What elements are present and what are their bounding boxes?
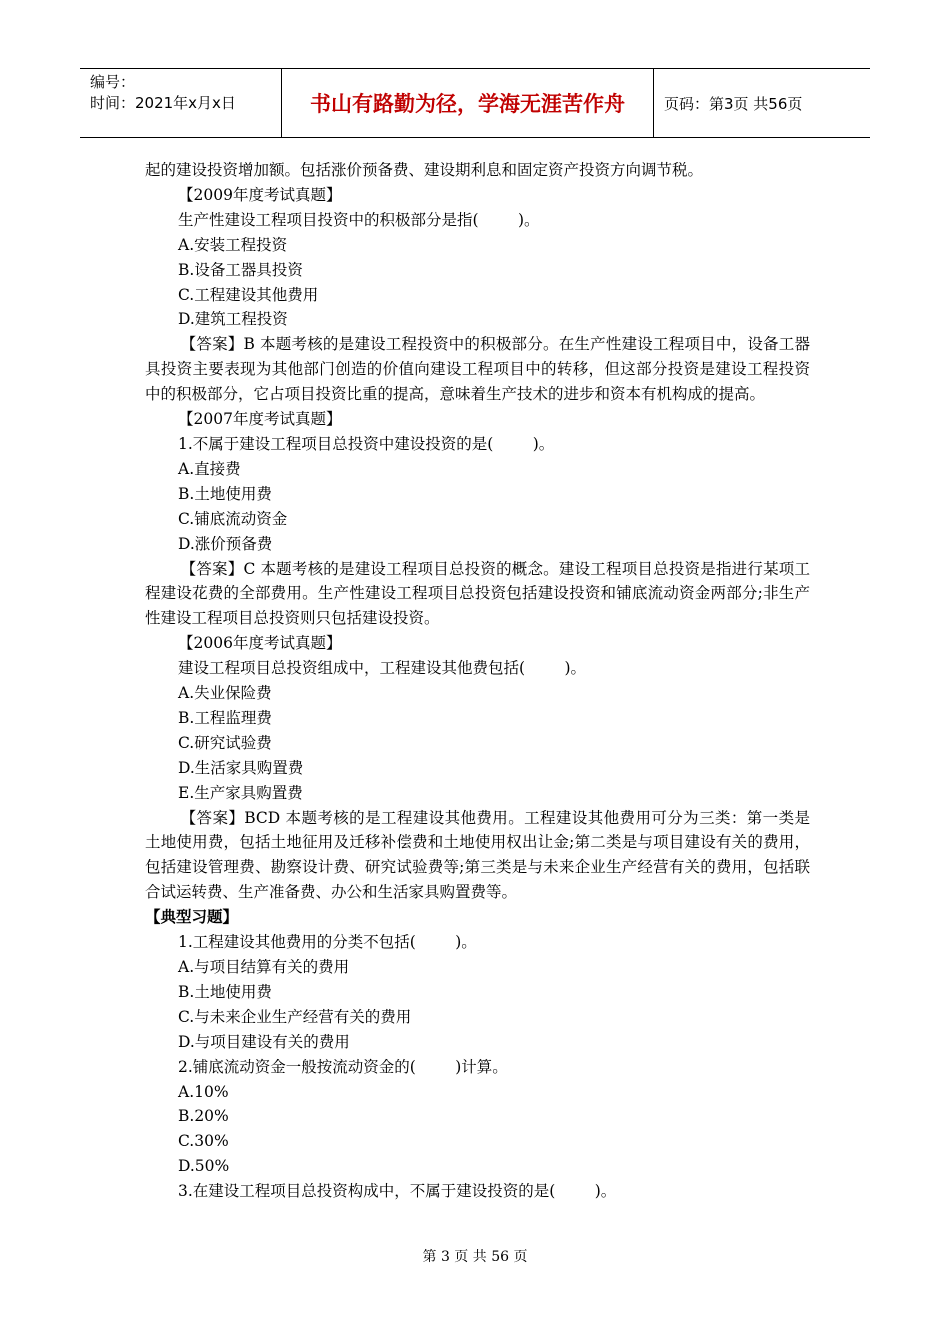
page-footer: 第 3 页 共 56 页 [422,1249,528,1265]
option: D.涨价预备费 [178,534,273,553]
option: D.50% [178,1157,230,1176]
option: D.生活家具购置费 [178,758,304,777]
option: B.设备工器具投资 [178,260,303,279]
option: A.10% [178,1082,229,1101]
question: 生产性建设工程项目投资中的积极部分是指( )。 [178,210,540,229]
question: 建设工程项目总投资组成中，工程建设其他费包括( )。 [178,659,587,678]
option: E.生产家具购置费 [178,783,303,802]
exercise-heading: 【典型习题】 [145,907,239,927]
section-heading: 【2009年度考试真题】 [178,185,342,204]
option: C.30% [178,1132,229,1151]
section-heading: 【2007年度考试真题】 [178,410,342,429]
option: B.工程监理费 [178,708,272,727]
page-header [80,68,870,138]
header-page-info: 页码：第3页 共56页 [664,94,803,113]
text-line: 起的建设投资增加额。包括涨价预备费、建设期利息和固定资产投资方向调节税。 [145,161,704,179]
document-body [145,158,810,1204]
option: C.与未来企业生产经营有关的费用 [178,1007,412,1026]
option: A.直接费 [178,459,241,478]
option: B.土地使用费 [178,484,272,503]
option: D.建筑工程投资 [178,310,288,329]
option: B.20% [178,1107,229,1126]
option: C.工程建设其他费用 [178,285,319,304]
question: 2.铺底流动资金一般按流动资金的( )计算。 [178,1057,508,1076]
number-label: 编号： [90,73,136,91]
question: 1.不属于建设工程项目总投资中建设投资的是( )。 [178,434,555,453]
option: C.研究试验费 [178,733,272,752]
date-label: 时间：2021年x月x日 [90,94,236,112]
question: 1.工程建设其他费用的分类不包括( )。 [178,933,477,952]
header-motto: 书山有路勤为径，学海无涯苦作舟 [282,69,654,137]
option: A.失业保险费 [178,684,272,703]
option: D.与项目建设有关的费用 [178,1032,350,1051]
option: A.与项目结算有关的费用 [178,958,350,976]
option: B.土地使用费 [178,982,272,1001]
section-heading: 【2006年度考试真题】 [178,634,342,653]
answer-paragraph: 【答案】C 本题考核的是建设工程项目总投资的概念。建设工程项目总投资是指进行某项工程建设花费的全部费用。生产性建设工程项目总投资包括建设投资和铺底流动资金两部分;非生产性建设工程项目总投资则只包括建设投资。 [145,559,810,628]
answer-paragraph: 【答案】B 本题考核的是建设工程投资中的积极部分。在生产性建设工程项目中，设备工器具投资主要表现为其他部门创造的价值向建设工程项目中的转移，但这部分投资是建设工程投资中的积极部分，它占项目投资比重的提高，意味着生产技术的进步和资本有机构成的提高。 [145,335,810,404]
answer-paragraph: 【答案】BCD 本题考核的是工程建设其他费用。工程建设其他费用可分为三类：第一类是土地使用费，包括土地征用及迁移补偿费和土地使用权出让金;第二类是与项目建设有关的费用，包括建设管理费、勘察设计费、研究试验费等;第三类是与未来企业生产经营有关的费用，包括联合试运转费、生产准备费、办公和生活家具购置费等。 [145,808,810,902]
option: A.安装工程投资 [178,235,288,254]
question: 3.在建设工程项目总投资构成中，不属于建设投资的是( )。 [178,1182,617,1201]
option: C.铺底流动资金 [178,509,288,528]
header-meta [80,69,282,137]
